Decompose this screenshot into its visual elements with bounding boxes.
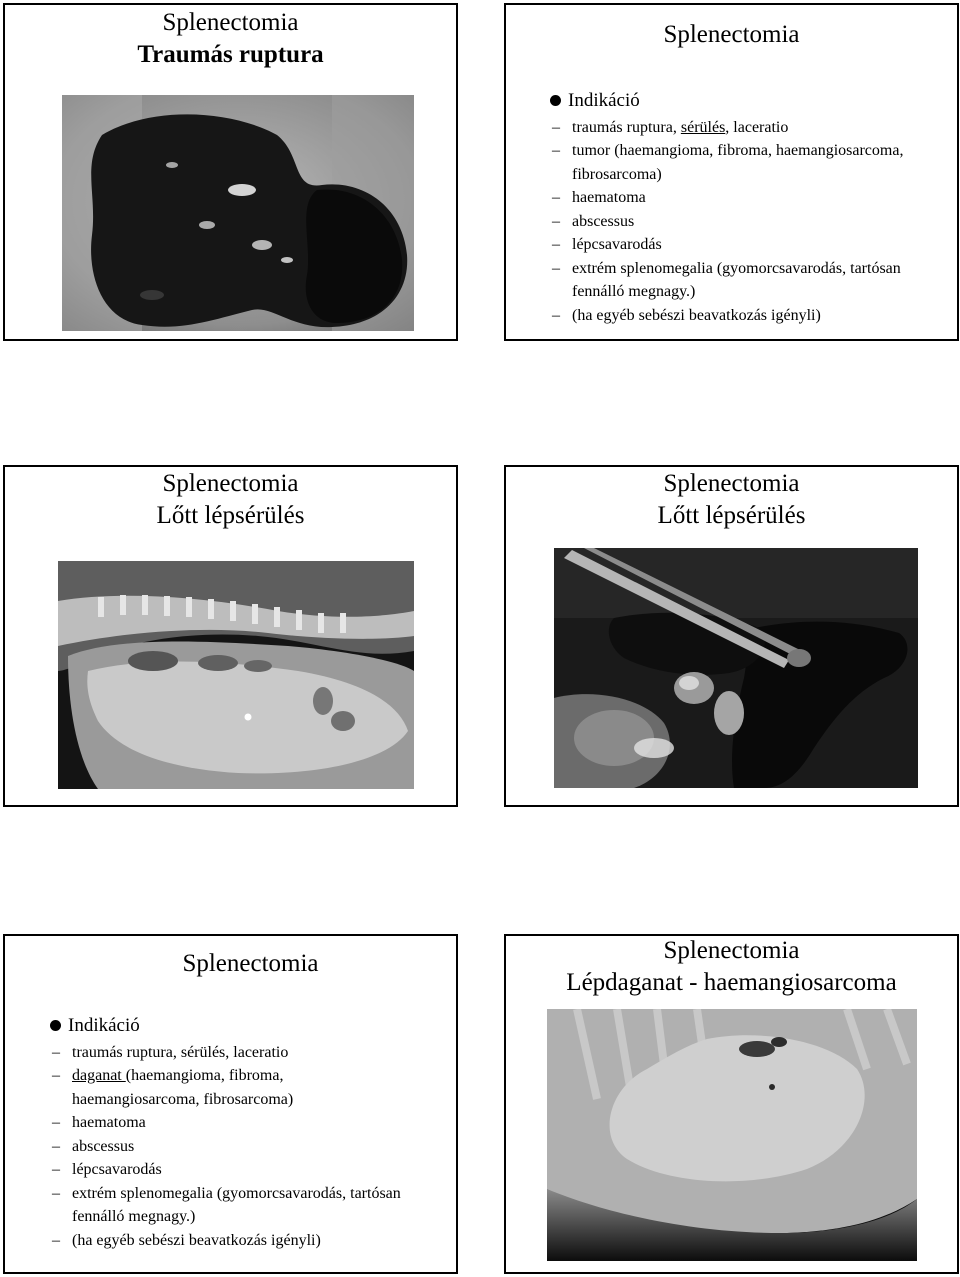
list-item bbox=[50, 1182, 460, 1229]
slide-3-title-main: Splenectomia bbox=[162, 470, 299, 497]
list-item-text: fennálló megnagy.) bbox=[572, 283, 696, 300]
list-item bbox=[50, 1111, 460, 1135]
tumor-xray-image bbox=[547, 1009, 917, 1261]
list-item-text: haematoma bbox=[572, 189, 646, 206]
list-item-text: extrém splenomegalia (gyomorcsavarodás, tartósan bbox=[72, 1184, 401, 1202]
list-item bbox=[50, 1158, 460, 1182]
slide-5-title bbox=[5, 948, 456, 980]
xray-image bbox=[58, 561, 414, 789]
list-item bbox=[550, 210, 960, 234]
bullet-icon bbox=[550, 95, 561, 106]
slide-4-title-main: Splenectomia bbox=[663, 470, 800, 497]
slide-3 bbox=[3, 465, 458, 807]
indication-heading bbox=[50, 1014, 460, 1038]
list-item bbox=[550, 257, 960, 304]
list-item-text: traumás ruptura, sérülés, laceratio bbox=[72, 1043, 289, 1061]
list-item-text: tumor (haemangioma, fibroma, haemangiosarcoma, bbox=[572, 142, 904, 159]
list-item-text: fibrosarcoma) bbox=[572, 165, 662, 183]
list-item-text: lépcsavarodás bbox=[72, 1161, 162, 1178]
list-item-text: lépcsavarodás bbox=[572, 236, 662, 253]
list-item-text: haematoma bbox=[72, 1114, 146, 1131]
slide-1-subtitle: Traumás ruptura bbox=[137, 41, 324, 68]
indication-list-2 bbox=[50, 1014, 460, 1252]
list-item bbox=[550, 233, 960, 257]
list-item-text: abscessus bbox=[72, 1137, 135, 1155]
list-item-text: (haemangioma, fibroma, bbox=[125, 1067, 284, 1084]
indication-list bbox=[550, 89, 960, 327]
slide-3-title bbox=[5, 468, 456, 532]
slide-6-title bbox=[506, 935, 957, 999]
slide-1 bbox=[3, 3, 458, 341]
list-item-text: abscessus bbox=[572, 212, 635, 230]
list-item-text: extrém splenomegalia (gyomorcsavarodás, tartósan bbox=[572, 259, 901, 277]
list-item-text: fennálló megnagy.) bbox=[72, 1208, 196, 1225]
slide-3-subtitle: Lőtt lépsérülés bbox=[156, 502, 305, 529]
list-item bbox=[50, 1135, 460, 1159]
slide-6-subtitle: Lépdaganat - haemangiosarcoma bbox=[566, 969, 897, 996]
list-item-underlined: sérülés bbox=[680, 118, 726, 136]
list-item-underlined: daganat bbox=[72, 1067, 126, 1084]
slide-4-title bbox=[506, 468, 957, 532]
slide-4 bbox=[504, 465, 959, 807]
slide-4-subtitle: Lőtt lépsérülés bbox=[657, 502, 806, 529]
surgery-photo bbox=[554, 548, 918, 788]
slide-5 bbox=[3, 934, 458, 1274]
indication-label: Indikáció bbox=[568, 90, 640, 111]
slide-1-title bbox=[5, 7, 456, 71]
list-item bbox=[550, 139, 960, 186]
list-item-text: haemangiosarcoma, fibrosarcoma) bbox=[72, 1090, 294, 1108]
list-item bbox=[50, 1041, 460, 1065]
list-item-text: traumás ruptura, bbox=[572, 118, 681, 136]
list-item-text: (ha egyéb sebészi beavatkozás igényli) bbox=[572, 306, 821, 324]
slide-6-title-main: Splenectomia bbox=[663, 937, 800, 964]
slide-2 bbox=[504, 3, 959, 341]
list-item-text: , laceratio bbox=[725, 118, 789, 136]
indication-heading bbox=[550, 89, 960, 113]
list-item bbox=[50, 1064, 460, 1111]
list-item-text: (ha egyéb sebészi beavatkozás igényli) bbox=[72, 1231, 321, 1249]
slide-5-title-main: Splenectomia bbox=[182, 950, 319, 977]
slide-6 bbox=[504, 934, 959, 1274]
list-item bbox=[550, 116, 960, 140]
indication-label: Indikáció bbox=[68, 1015, 140, 1036]
bullet-icon bbox=[50, 1020, 61, 1031]
trauma-spleen-photo bbox=[62, 95, 414, 331]
list-item bbox=[550, 186, 960, 210]
slide-2-title-main: Splenectomia bbox=[663, 21, 800, 48]
list-item bbox=[550, 304, 960, 328]
slide-2-title bbox=[506, 19, 957, 51]
list-item bbox=[50, 1229, 460, 1253]
slide-1-title-main: Splenectomia bbox=[162, 9, 299, 36]
